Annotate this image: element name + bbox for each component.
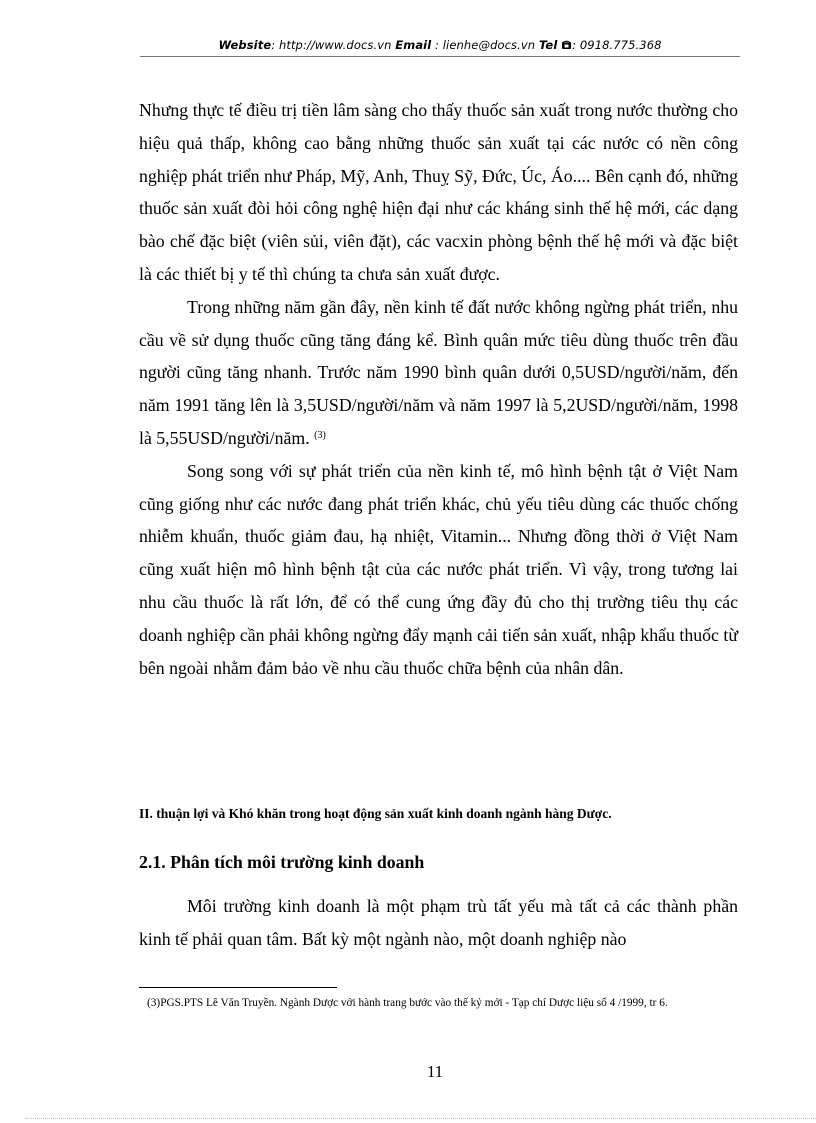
- header-email-label: Email: [395, 38, 432, 52]
- header-website-value: : http://www.docs.vn: [271, 38, 392, 52]
- section-heading: II. thuận lợi và Khó khăn trong hoạt động sản xuất kinh doanh ngành hàng Dược.: [139, 806, 612, 821]
- header-website-label: Website: [218, 38, 272, 52]
- subsection-heading: 2.1. Phân tích môi trường kinh doanh: [139, 852, 425, 872]
- reference-marker: (3): [314, 429, 326, 441]
- footnote: [139, 994, 729, 1012]
- footnote-text: PGS.PTS Lê Văn Truyền. Ngành Dược với hành trang bước vào thế kỷ mới - Tạp chí Dược liệu số 4 /1999, tr 6.: [160, 997, 668, 1009]
- phone-icon: [561, 38, 572, 52]
- page-number: 11: [426, 1062, 444, 1081]
- footnote-rule: [139, 987, 337, 988]
- page-bottom-border: [26, 1118, 816, 1119]
- header-tel-value: : 0918.775.368: [572, 38, 662, 52]
- page-header: [140, 38, 740, 56]
- header-email-value: : lienhe@docs.vn: [435, 38, 536, 52]
- paragraph-3: Song song với sự phát triển của nền kinh tế, mô hình bệnh tật ở Việt Nam cũng giống như các nước đang phát triển khác, chủ yếu tiêu dùng các thuốc chống nhiễm khuẩn, thuốc giảm đau, hạ nhiệt, Vitamin... Nhưng đồng thời ở Việt Nam cũng xuất hiện mô hình bệnh tật của các nước phát triển. Vì vậy, trong tương lai nhu cầu thuốc là rất lớn, để có thể cung ứng đầy đủ cho thị trường tiêu thụ các doanh nghiệp cần phải không ngừng đẩy mạnh cải tiến sản xuất, nhập khẩu thuốc từ bên ngoài nhằm đảm bảo về nhu cầu thuốc chữa bệnh của nhân dân.: [139, 460, 738, 678]
- header-tel-label: Tel: [538, 38, 558, 52]
- body-text-continued: [139, 890, 738, 956]
- paragraph-2-text: Trong những năm gần đây, nền kinh tế đất nước không ngừng phát triển, nhu cầu về sử dụng thuốc cũng tăng đáng kể. Bình quân mức tiêu dùng thuốc trên đầu người cũng tăng nhanh. Trước năm 1990 bình quân dưới 0,5USD/người/năm, đến năm 1991 tăng lên là 3,5USD/người/năm và năm 1997 là 5,2USD/người/năm, 1998 là 5,55USD/người/năm.: [139, 296, 738, 448]
- paragraph-4: Môi trường kinh doanh là một phạm trù tất yếu mà tất cả các thành phần kinh tế phải quan tâm. Bất kỳ một ngành nào, một doanh nghiệp nào: [139, 896, 738, 949]
- header-rule: [140, 56, 740, 57]
- paragraph-2: [139, 291, 738, 455]
- paragraph-1: Nhưng thực tế điều trị tiền lâm sàng cho thấy thuốc sản xuất trong nước thường cho hiệu quả thấp, không cao bằng những thuốc sản xuất tại các nước có nền công nghiệp phát triển như Pháp, Mỹ, Anh, Thuỵ Sỹ, Đức, Úc, Áo.... Bên cạnh đó, những thuốc sản xuất đòi hỏi công nghệ hiện đại như các kháng sinh thế hệ mới, các dạng bào chế đặc biệt (viên sủi, viên đặt), các vacxin phòng bệnh thế hệ mới và đặc biệt là các thiết bị y tế thì chúng ta chưa sản xuất được.: [139, 100, 738, 284]
- body-text: [139, 94, 738, 684]
- footnote-marker: (3): [147, 997, 161, 1009]
